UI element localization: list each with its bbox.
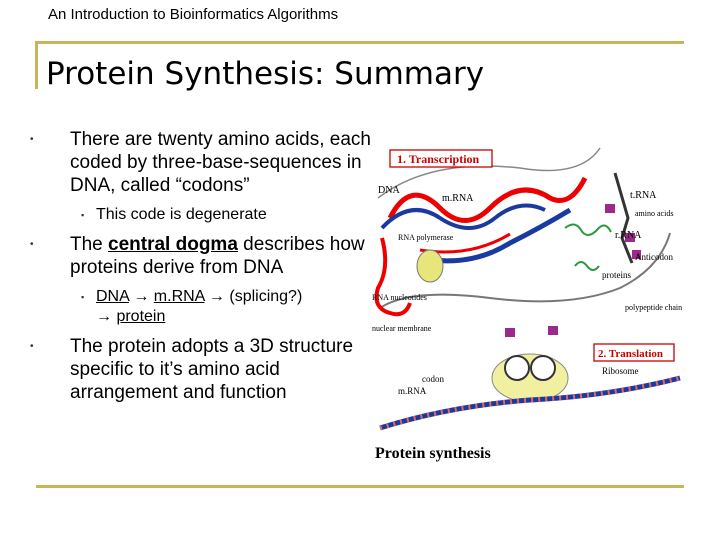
diagram-caption: Protein synthesis [375, 445, 491, 462]
title-rule [36, 41, 684, 44]
bullet-icon: ▪ [81, 210, 85, 220]
polypeptide-chain-label: polypeptide chain [625, 303, 683, 312]
anticodon-label: Anticodon [635, 252, 673, 262]
mrna-bottom-label: m.RNA [398, 386, 427, 396]
title-side-rule [35, 41, 38, 89]
dna-helix-left [377, 238, 411, 314]
sub-bullet-degenerate [30, 205, 375, 225]
bullet-text: The protein adopts a 3D structure specific to it’s amino acid arrangement and function [70, 336, 354, 403]
bullet-text: There are twenty amino acids, each coded by three-base-sequences in DNA, called “codons” [70, 129, 371, 196]
splicing-text: → (splicing?) [204, 288, 303, 305]
bullet-3d-structure [30, 335, 375, 404]
sub-bullet-flow [30, 287, 375, 327]
arrow-text: → [128, 288, 154, 305]
dna-label: DNA [378, 185, 400, 196]
transcription-label: 1. Transcription [397, 152, 480, 166]
arrow-text: → [96, 308, 117, 325]
presentation-header: An Introduction to Bioinformatics Algorithms [48, 6, 339, 23]
bullet-list [30, 128, 375, 414]
rna-polymerase-label: RNA polymerase [398, 233, 454, 242]
ribosome-body [492, 354, 568, 402]
proteins-label: proteins [602, 270, 631, 280]
proteins-squiggle [575, 262, 599, 270]
dna-strand-blue [382, 206, 545, 229]
translation-label: 2. Translation [598, 348, 663, 360]
rna-polymerase [417, 250, 443, 282]
mrna-link[interactable]: m.RNA [153, 288, 205, 305]
trna-chain [615, 173, 632, 263]
dna-link[interactable]: DNA [96, 288, 129, 305]
ribosome-label: Ribosome [602, 366, 639, 376]
protein-link[interactable]: protein [116, 308, 166, 325]
sub-bullet-text: This code is degenerate [96, 206, 267, 223]
ribosome-subunit [531, 356, 555, 380]
mrna-top-label: m.RNA [442, 193, 474, 204]
bullet-central-dogma [30, 233, 375, 279]
trna-head [505, 328, 515, 337]
bullet-amino-acids [30, 128, 375, 197]
bullet-text-post: describes how proteins derive from DNA [70, 234, 365, 278]
nuclear-membrane-label: nuclear membrane [372, 324, 432, 333]
bullet-icon: • [30, 239, 34, 250]
bullet-text-pre: The [70, 234, 109, 255]
bullet-icon: • [30, 134, 34, 145]
trna-head [548, 326, 558, 335]
bullet-icon: • [30, 341, 34, 352]
rna-nucleotides-label: RNA nucleotides [372, 293, 427, 302]
protein-synthesis-diagram [370, 138, 690, 473]
slide-title: Protein Synthesis: Summary [46, 56, 485, 92]
dna-strand-red [390, 178, 585, 221]
trna-label: t.RNA [630, 190, 657, 201]
bullet-icon: ▪ [81, 292, 85, 302]
footer-rule [36, 485, 684, 488]
amino-acid [605, 204, 615, 213]
rrna-squiggle [565, 224, 611, 235]
ribosome-subunit [505, 356, 529, 380]
codon-label: codon [422, 374, 444, 384]
rrna-label: r.RNA [615, 230, 642, 241]
central-dogma-link[interactable]: central dogma [108, 234, 238, 255]
amino-acids-label: amino acids [635, 209, 674, 218]
